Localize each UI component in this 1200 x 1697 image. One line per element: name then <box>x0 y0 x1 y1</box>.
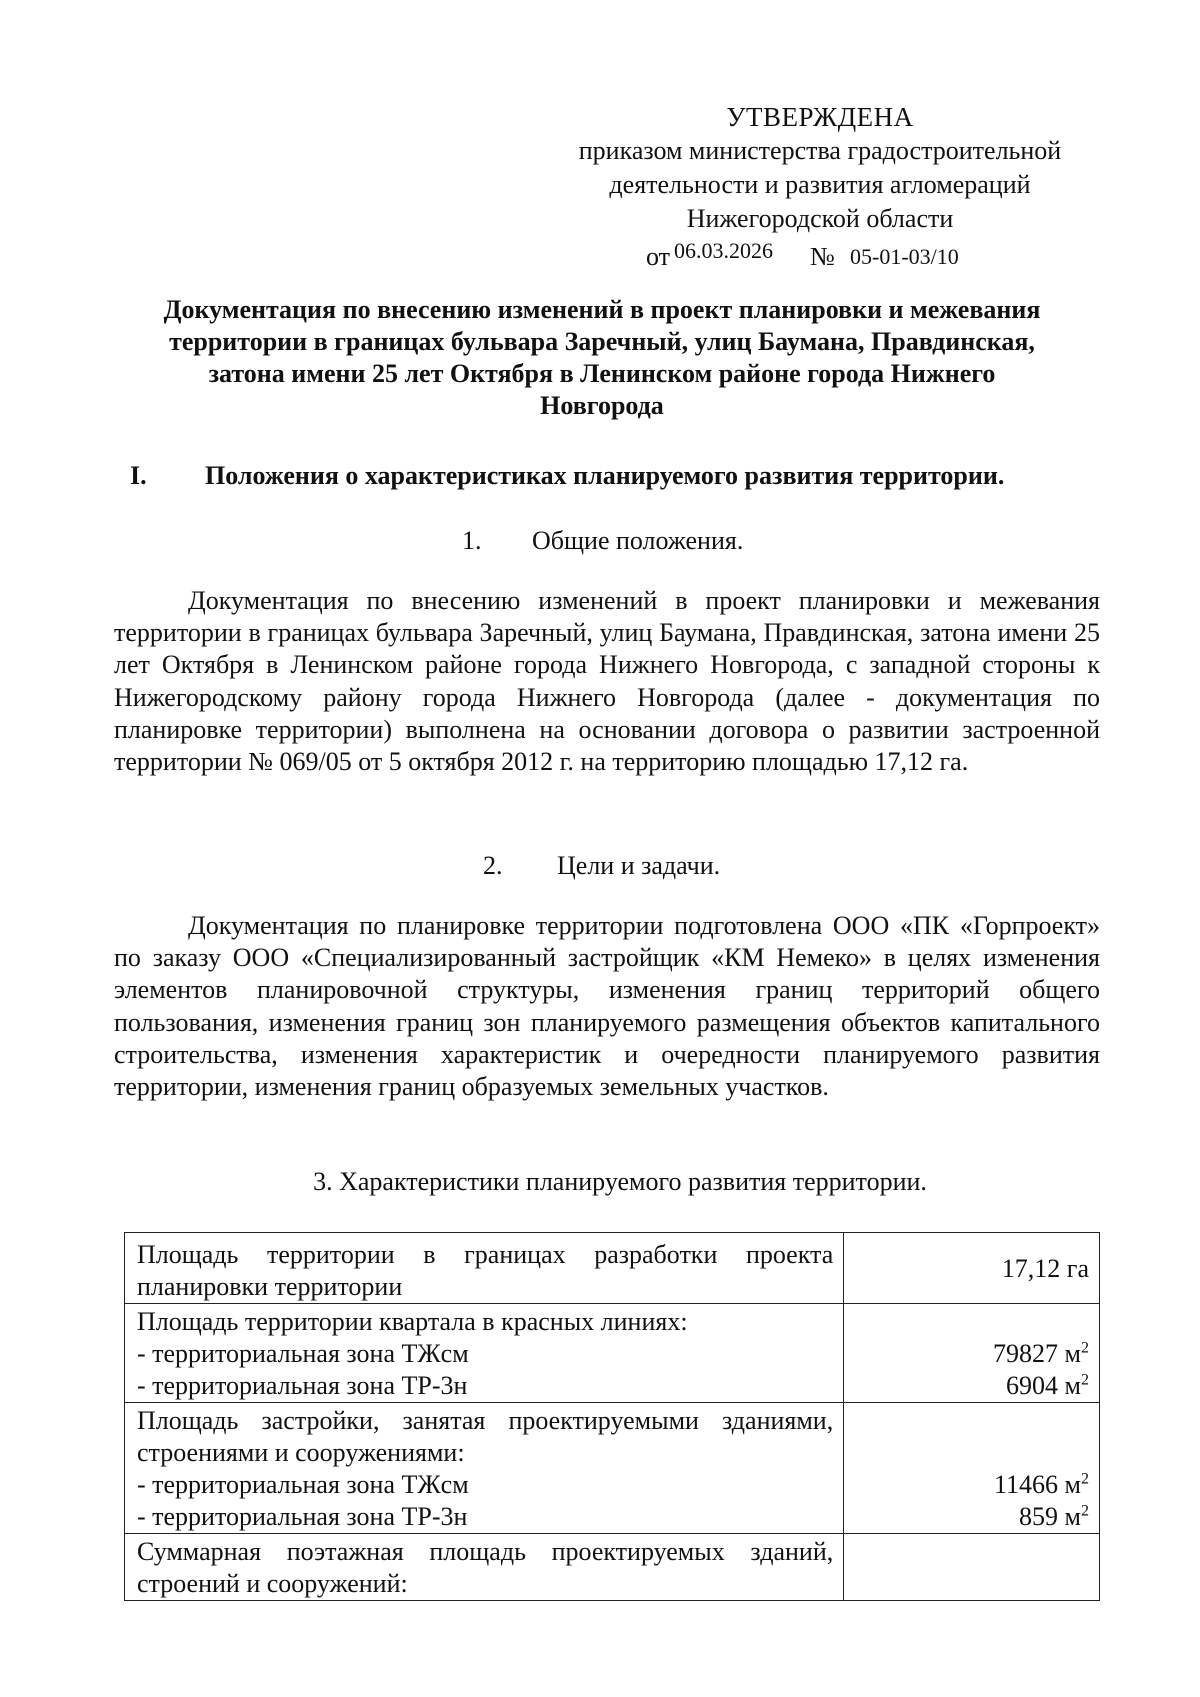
value-line: 79827 $м^2$ <box>993 1339 1089 1368</box>
table-cell-label: Площадь территории в границах разработки проекта планировки территории <box>125 1233 844 1304</box>
number-sign: № <box>810 242 835 271</box>
date-prefix: от <box>646 242 671 271</box>
approval-line: деятельности и развития агломераций <box>609 170 1031 199</box>
table-cell-value <box>844 1403 1100 1534</box>
approval-date: 06.03.2026 <box>674 238 773 263</box>
approval-line: приказом министерства градостроительной <box>578 136 1062 165</box>
cell-line: - территориальная зона ТЖсм <box>137 1470 469 1499</box>
subsection-number: 2. <box>483 851 503 880</box>
table-row <box>125 1534 1100 1601</box>
paragraph-goals: Документация по планировке территории подготовлена ООО «ПК «Горпроект» по заказу ООО «Специализированный застройщик «КМ Немеко» в целях изменения элементов планировочной структуры, изменения границ территорий общего пользования, изменения границ зон планируемого размещения объектов капитального строительства, изменения характеристик и очередности планируемого развития территории, изменения границ образуемых земельных участков. <box>114 911 1100 1102</box>
approval-block <box>560 100 1080 270</box>
table-cell-label: Суммарная поэтажная площадь проектируемых зданий, строений и сооружений: <box>125 1534 844 1601</box>
subsection-heading-3: 3. Характеристики планируемого развития территории. <box>313 1167 927 1196</box>
title-line: затона имени 25 лет Октября в Ленинском районе города Нижнего <box>208 359 996 388</box>
table-cell-value <box>844 1304 1100 1403</box>
approval-line: Нижегородской области <box>686 204 954 233</box>
value-line: 6904 $м^2$ <box>1006 1371 1089 1400</box>
title-line: территории в границах бульвара Заречный, улиц Баумана, Правдинская, <box>169 327 1035 356</box>
subsection-title: Цели и задачи. <box>557 851 721 880</box>
section-title: Положения о характеристиках планируемого развития территории. <box>205 461 1005 490</box>
approval-heading: УТВЕРЖДЕНА <box>726 102 914 132</box>
subsection-title: Общие положения. <box>532 526 744 555</box>
table-row <box>125 1403 1100 1534</box>
cell-line: Площадь застройки, занятая проектируемыми зданиями, строениями и сооружениями: <box>137 1406 834 1467</box>
approval-date-line <box>560 236 1080 270</box>
approval-number: 05-01-03/10 <box>850 244 959 269</box>
subsection-number: 1. <box>462 526 482 555</box>
table-cell-value <box>844 1534 1100 1601</box>
cell-line: - территориальная зона ТР-3н <box>137 1502 468 1531</box>
title-line: Документация по внесению изменений в проект планировки и межевания <box>163 295 1041 324</box>
title-line: Новгорода <box>540 391 664 420</box>
value-line: 859 $м^2$ <box>1019 1502 1089 1531</box>
paragraph-general: Документация по внесению изменений в проект планировки и межевания территории в границах бульвара Заречный, улиц Баумана, Правдинская, затона имени 25 лет Октября в Ленинском районе города Нижнего Новгорода, с западной стороны к Нижегородскому району города Нижнего Новгорода (далее - документация по планировке территории) выполнена на основании договора о развитии застроенной территории № 069/05 от 5 октября 2012 г. на территорию площадью 17,12 га. <box>114 586 1100 777</box>
table-cell-label <box>125 1304 844 1403</box>
cell-line: Площадь территории квартала в красных линиях: <box>137 1307 688 1336</box>
value-line: 11466 $м^2$ <box>994 1470 1089 1499</box>
cell-line: - территориальная зона ТЖсм <box>137 1339 469 1368</box>
table-row <box>125 1233 1100 1304</box>
table-cell-label <box>125 1403 844 1534</box>
section-number: I. <box>130 461 147 490</box>
document-title <box>112 294 1092 422</box>
cell-line: - территориальная зона ТР-3н <box>137 1371 468 1400</box>
table-row <box>125 1304 1100 1403</box>
characteristics-table <box>124 1232 1100 1601</box>
table-cell-value: 17,12 га <box>844 1233 1100 1304</box>
